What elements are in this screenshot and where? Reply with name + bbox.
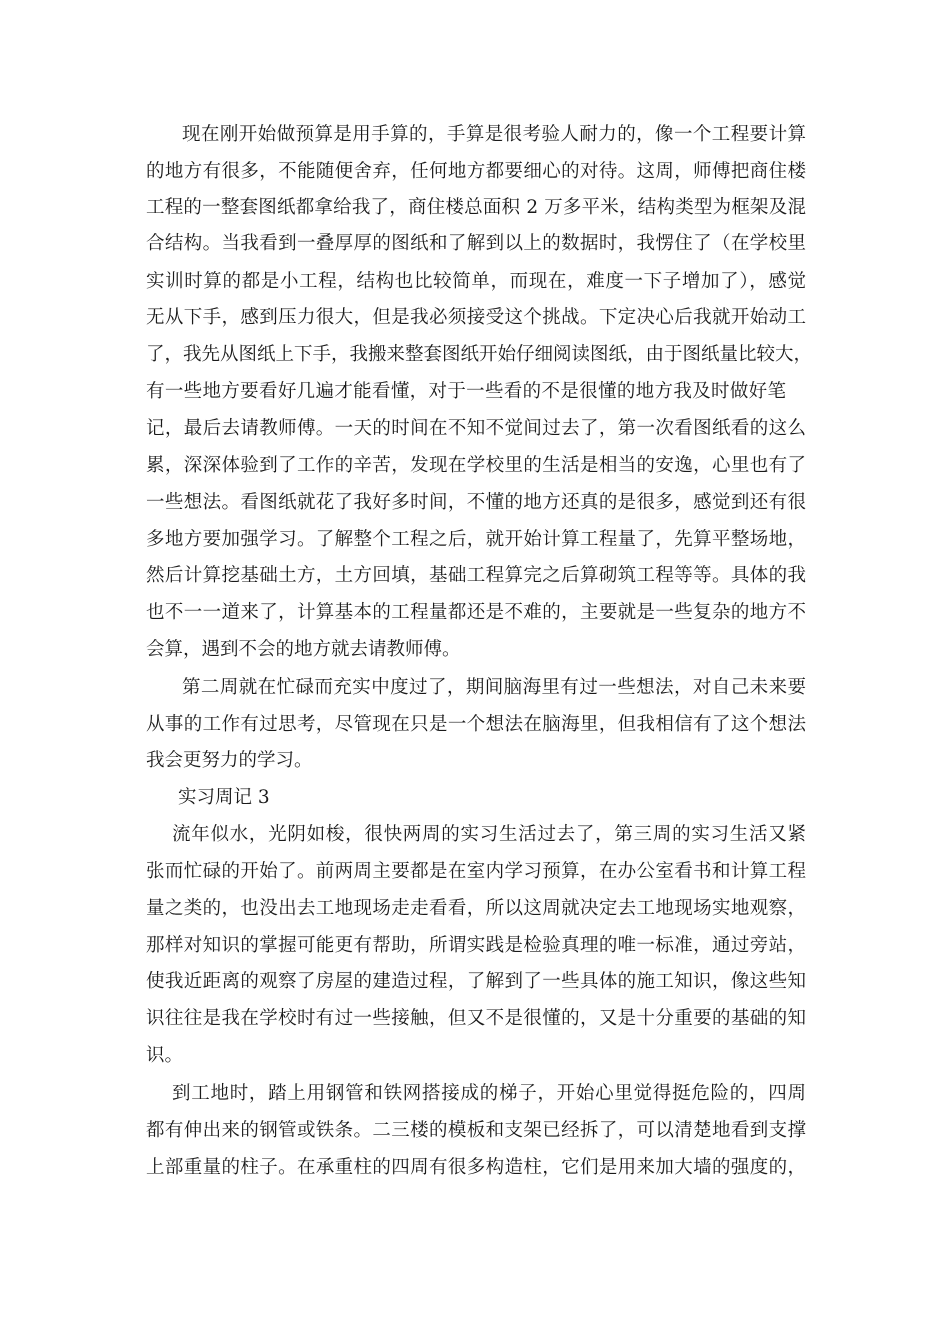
text-line: 实训时算的都是小工程，结构也比较简单，而现在，难度一下子增加了），感觉 (146, 271, 806, 292)
text-line: 多地方要加强学习。了解整个工程之后，就开始计算工程量了，先算平整场地， (146, 529, 806, 550)
text-line: 然后计算挖基础土方，土方回填，基础工程算完之后算砌筑工程等等。具体的我 (146, 565, 806, 586)
text-line: 了，我先从图纸上下手，我搬来整套图纸开始仔细阅读图纸，由于图纸量比较大， (146, 344, 813, 365)
text-line: 会算，遇到不会的地方就去请教师傅。 (146, 639, 461, 660)
text-line: 识往往是我在学校时有过一些接触，但又不是很懂的，又是十分重要的基础的知 (146, 1008, 806, 1029)
text-line: 量之类的，也没出去工地现场走走看看，所以这周就决定去工地现场实地观察， (146, 898, 806, 919)
text-line: 第二周就在忙碌而充实中度过了，期间脑海里有过一些想法，对自己未来要 (182, 677, 806, 698)
text-line: 张而忙碌的开始了。前两周主要都是在室内学习预算，在办公室看书和计算工程 (146, 861, 806, 882)
text-line: 从事的工作有过思考，尽管现在只是一个想法在脑海里，但我相信有了这个想法 (146, 714, 806, 735)
text-line: 无从下手，感到压力很大，但是我必须接受这个挑战。下定决心后我就开始动工 (146, 307, 806, 328)
text-line: 的地方有很多，不能随便舍弃，任何地方都要细心的对待。这周，师傅把商住楼 (146, 161, 806, 182)
text-line: 一些想法。看图纸就花了我好多时间，不懂的地方还真的是很多，感觉到还有很 (146, 492, 806, 513)
text-line: 有一些地方要看好几遍才能看懂，对于一些看的不是很懂的地方我及时做好笔 (146, 381, 786, 402)
text-line: 也不一一道来了，计算基本的工程量都还是不难的，主要就是一些复杂的地方不 (146, 602, 806, 623)
section-heading: 实习周记 3 (178, 787, 270, 808)
text-line: 我会更努力的学习。 (146, 750, 313, 771)
text-line: 使我近距离的观察了房屋的建造过程，了解到了一些具体的施工知识，像这些知 (146, 971, 806, 992)
text-line: 都有伸出来的钢管或铁条。二三楼的模板和支架已经拆了，可以清楚地看到支撑 (146, 1120, 806, 1141)
text-line: 上部重量的柱子。在承重柱的四周有很多构造柱，它们是用来加大墙的强度的， (146, 1157, 806, 1178)
text-line: 现在刚开始做预算是用手算的，手算是很考验人耐力的，像一个工程要计算 (182, 124, 806, 145)
text-line: 那样对知识的掌握可能更有帮助，所谓实践是检验真理的唯一标准，通过旁站， (146, 935, 806, 956)
text-line: 流年似水，光阴如梭，很快两周的实习生活过去了，第三周的实习生活又紧 (172, 824, 806, 845)
text-line: 记，最后去请教师傅。一天的时间在不知不觉间过去了，第一次看图纸看的这么 (146, 418, 806, 439)
text-line: 到工地时，踏上用钢管和铁网搭接成的梯子，开始心里觉得挺危险的，四周 (172, 1083, 806, 1104)
text-line: 识。 (146, 1045, 184, 1066)
text-line: 工程的一整套图纸都拿给我了，商住楼总面积 2 万多平米，结构类型为框架及混 (146, 197, 806, 218)
text-line: 累，深深体验到了工作的辛苦，发现在学校里的生活是相当的安逸，心里也有了 (146, 455, 806, 476)
text-line: 合结构。当我看到一叠厚厚的图纸和了解到以上的数据时，我愣住了（在学校里 (146, 233, 806, 254)
